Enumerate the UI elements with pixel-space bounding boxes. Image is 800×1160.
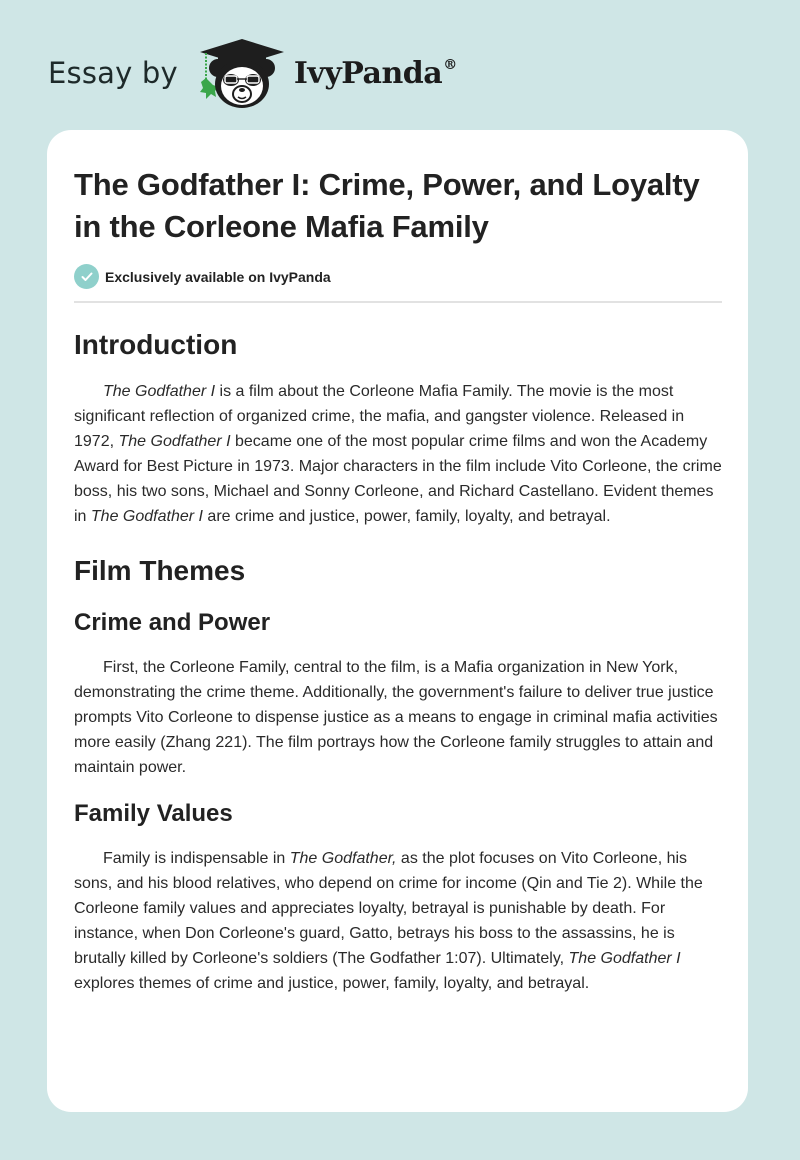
exclusive-badge xyxy=(74,264,722,289)
graduate-panda-icon[interactable] xyxy=(196,36,288,110)
registered-mark: ® xyxy=(443,56,457,73)
family-values-paragraph: Family is indispensable in The Godfather, as the plot focuses on Vito Corleone, his sons, and his blood relatives, who depend on crime for income (Qin and Tie 2). While the Corleone family values and appreciates loyalty, betrayal is punishable by death. For instance, when Don Corleone's guard, Gatto, betrays his boss to the assassins, he is brutally killed by Corleone's soldiers (The Godfather 1:07). Ultimately, The Godfather I explores themes of crime and justice, power, family, loyalty, and betrayal. xyxy=(74,850,703,992)
introduction-paragraph: The Godfather I is a film about the Corleone Mafia Family. The movie is the most significant reflection of organized crime, the mafia, and gangster violence. Released in 1972, The Godfather I became one of the most popular crime films and won the Academy Award for Best Picture in 1973. Major characters in the film include Vito Corleone, the crime boss, his two sons, Michael and Sonny Corleone, and Richard Castellano. Evident themes in The Godfather I are crime and justice, power, family, loyalty, and betrayal. xyxy=(74,383,722,525)
title-divider xyxy=(74,301,722,303)
crime-and-power-paragraph: First, the Corleone Family, central to the film, is a Mafia organization in New York, demonstrating the crime theme. Additionally, the government's failure to deliver true justice prompts Vito Corleone to dispense justice as a means to engage in criminal mafia activities more easily (Zhang 221). The film portrays how the Corleone family struggles to attain and maintain power. xyxy=(74,659,718,776)
section-heading-film-themes: Film Themes xyxy=(74,555,246,586)
check-circle-icon xyxy=(74,264,99,289)
subsection-heading-family-values: Family Values xyxy=(74,800,233,827)
section-heading-introduction: Introduction xyxy=(74,329,238,360)
essay-title: The Godfather I: Crime, Power, and Loyalty in the Corleone Mafia Family xyxy=(74,167,700,244)
essay-card xyxy=(47,130,748,1112)
subsection-heading-crime-and-power: Crime and Power xyxy=(74,609,271,636)
essay-by-label: Essay by xyxy=(48,56,178,90)
brand-label: IvyPanda xyxy=(293,55,443,91)
site-header xyxy=(48,36,457,110)
exclusive-badge-text: Exclusively available on IvyPanda xyxy=(105,268,331,285)
brand-name[interactable] xyxy=(294,56,457,91)
